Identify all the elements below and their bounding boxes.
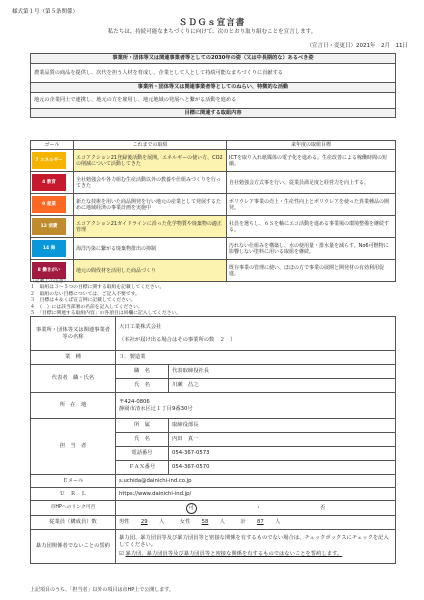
goals-table [30, 140, 396, 282]
contact-label: 担 当 者 [31, 419, 116, 475]
female-count: 58 [201, 519, 209, 526]
email-label: Ｅメール [31, 475, 116, 488]
goal-past-activity: エコアクション21登録後活動を展開。エネルギーの使い方、CO2の削減について活動してきた [74, 150, 227, 172]
sdg-goal-icon: 14 海 [32, 240, 66, 257]
goal-future-target: 自社勉強会方式事を行い、従業員満足度と経営力を向上する。 [227, 172, 396, 194]
address-cell [116, 393, 396, 419]
fax-label: ＦＡＸ番号 [116, 461, 169, 475]
org-cell [116, 317, 396, 351]
pledge-instruction: 暴力団、暴力団員等及び暴力団員等と密接な関係を有するものでない場合は、チェックボックスにチェックを記入してください。 [119, 535, 389, 549]
pledge-cell [116, 530, 396, 564]
goal-future-target: 汚れない仕組みを構築し、水の使用量・排水量を減らす。No6可燃物に影響しない塗料に用いる取組を継続。 [227, 238, 396, 260]
male-label: 男性 [119, 519, 130, 526]
col-goal: ゴール [31, 141, 74, 150]
rep-label: 代表者 職・氏名 [31, 365, 116, 393]
col-past: これまでの取組 [74, 141, 227, 150]
male-count: 29 [140, 519, 148, 526]
goals-header: 目標に関連する取組内容 [31, 108, 396, 118]
notes [30, 279, 181, 318]
sdg-goal-icon: 9 産業 [32, 196, 66, 213]
pledge-statement: 暴力団、暴力団員等及び暴力団員等と密接な関係を有するものではないことを誓約します。 [125, 550, 343, 557]
goal-row [31, 216, 396, 238]
goal-past-activity: 全社勉強会や各力組む生産活動以外の教養や仕組みづくりを行ってきた [74, 172, 227, 194]
emp-cell [116, 516, 396, 530]
goal-row [31, 150, 396, 172]
emp-label: 従業員（構成員）数 [31, 516, 116, 530]
sdg-goal-icon: 7 エネルギー [32, 152, 66, 169]
goal-icon-cell [31, 194, 74, 216]
address-label: 所 在 地 [31, 393, 116, 419]
goal-future-target: ポリウレア事業の売上・生産性向上とポリウレアを使った異業種品の開発。 [227, 194, 396, 216]
phone-label: 電話番号 [116, 447, 169, 461]
declaration-date: （宣言日・変更日）2021年 2月 11日 [306, 43, 408, 49]
footer-note: 上記項目のうち、「担当者」以外の項目は市HP上で公開します。 [30, 587, 174, 593]
sdg-goal-icon: 12 消費 [32, 218, 66, 235]
goal-past-activity: 地元の間伐材を活用した商品づくり [74, 260, 227, 282]
goal-icon-cell [31, 216, 74, 238]
link-yes-option[interactable]: 可 [186, 503, 197, 514]
note-line: ５ 「目標に関連する取組内容」の各項目は同欄に記入してください。 [30, 311, 182, 317]
url-label: Ｕ Ｒ Ｌ [31, 488, 116, 501]
unit: 人 [275, 519, 281, 526]
goal-past-activity: エコアクション21ガイドラインに沿った化学物質や廃棄物の適正管理 [74, 216, 227, 238]
rep-title: 代表取締役社長 [169, 365, 396, 379]
sdg-goal-icon: 8 働きがい [32, 262, 66, 279]
rep-name-label: 氏 名 [116, 379, 169, 393]
goal-icon-cell [31, 150, 74, 172]
dept-label: 所 属 [116, 419, 169, 433]
address: 静岡市清水区辻１丁目9番30号 [119, 405, 193, 412]
rep-name: 川瀬 昌之 [169, 379, 396, 393]
goal-past-activity: 海洋汚染に繋がる廃棄物排出の抑制 [74, 238, 227, 260]
note-line: ３ 目標は４＆くば宣言例に記載してください。 [30, 298, 136, 304]
col-future: 来年度の取組目標 [227, 141, 396, 150]
activity-header: 事業所・団体等又は関連事業者等としてのねらい、特徴的な活動 [31, 83, 396, 93]
fax: 054-367-0570 [169, 461, 396, 475]
organization-info-table [30, 316, 396, 564]
pledge-checkbox[interactable]: ☑ [119, 550, 124, 557]
goal-future-target: 社員を選ちし、６Ｓを軸にエコ活動を進める事業場の環境整備を継続する。 [227, 216, 396, 238]
url: https://www.dainichi-ind.jp/ [116, 488, 396, 501]
goal-row [31, 194, 396, 216]
org-name: 大日工業株式会社 [119, 323, 162, 330]
note-line: １ 取組は３～５つの目標に関する取組を記載してください。 [30, 285, 165, 291]
email: s.uchida@dainichi-ind.co.jp [116, 475, 396, 488]
vision-table [30, 53, 396, 118]
goal-future-target: 既存事業の管理に使い、ほほの方で事業の展開と開発材の有効利用促進。 [227, 260, 396, 282]
rep-title-label: 職 名 [116, 365, 169, 379]
link-choice: 可 ・ 否 [116, 501, 396, 516]
form-number: 様式第１号（第５条関係） [12, 9, 79, 15]
org-label: 事業所・団体等又は関連事業者等の名称 [31, 317, 116, 351]
unit: 人 [158, 519, 165, 526]
activity-text: 地元の企業同士で連携し、地元の方を雇用し、地元地域の発展へと繋がる活動を進める [31, 93, 396, 108]
unit: 人 [219, 519, 225, 526]
pledge-label: 暴力団関係者でないことの誓約 [31, 530, 116, 564]
vision-text: 農業品質の商品を提供し、次代を担う人材を育成し、企業として人として持続可能なまちづくりに貢献する [31, 63, 396, 82]
female-label: 女性 [179, 519, 191, 526]
total-count: 87 [256, 519, 264, 526]
goal-row [31, 172, 396, 194]
note-line: ４ （ ）には該当部署の名前を記入してください。 [30, 304, 143, 310]
person: 内田 真一 [169, 433, 396, 447]
phone: 054-367-0573 [169, 447, 396, 461]
page-subtitle: 私たちは、持続可能なまちづくりに向けて、次のとおり取り組むことを宣言します。 [107, 29, 317, 35]
goal-icon-cell [31, 172, 74, 194]
total-label: 計 [240, 519, 246, 526]
link-no-option[interactable]: 否 [320, 504, 326, 511]
notes-heading: （記載上の注意） [30, 279, 69, 284]
org-note: （本社が届け出る場合はその事業所の数 ２ ） [119, 336, 236, 343]
link-label: 市HPへのリンク可否 [31, 501, 116, 516]
sdg-goal-icon: 4 教育 [32, 174, 66, 191]
goal-row [31, 238, 396, 260]
goal-future-target: ICTを取り入れ紙媒体の電子化を進める。生産改善による稼働時間の短縮。 [227, 150, 396, 172]
industry-value: ３．製造業 [116, 351, 396, 365]
page-title: ＳＤＧｓ宣言書 [178, 18, 246, 28]
note-line: ２ 取組のない目標については、ご記入不要です。 [30, 291, 140, 297]
industry-label: 業 種 [31, 351, 116, 365]
goal-icon-cell [31, 238, 74, 260]
person-label: 氏 名 [116, 433, 169, 447]
dept: 取締役部長 [169, 419, 396, 433]
postal-code: 〒424-0806 [119, 398, 150, 405]
goal-past-activity: 新たな技術を用いた商品開発を行い地元の産業として発展するために地域経済の事業計画を実施中 [74, 194, 227, 216]
vision-header: 事業所・団体等又は関連事業者等としての2030年の姿（又は中長期的な）あるべき姿 [31, 54, 396, 64]
